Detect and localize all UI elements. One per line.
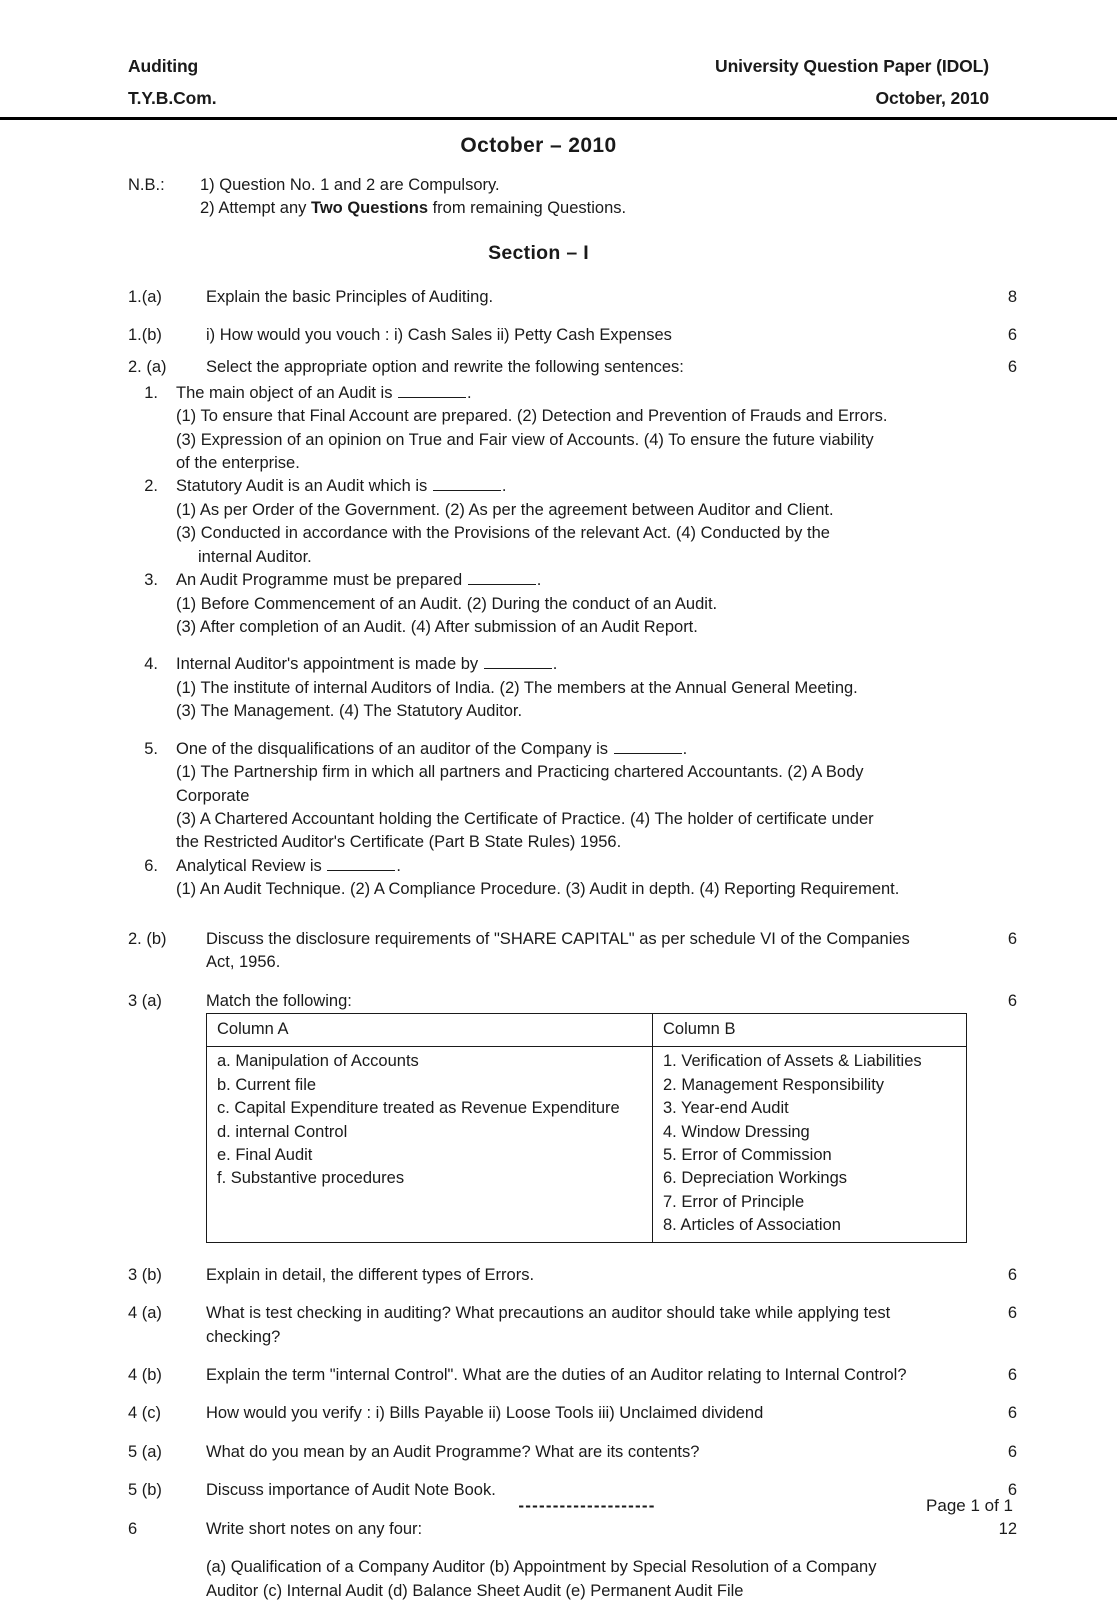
column-a-items: [217, 1050, 652, 1191]
mcq-option-line: (1) To ensure that Final Account are prepared. (2) Detection and Prevention of Frauds and Errors.: [176, 407, 888, 426]
question-3b-marks: 6: [1007, 1265, 1017, 1284]
mcq-stem-text: The main object of an Audit is: [176, 383, 398, 402]
mcq-item-stem: [176, 855, 1017, 878]
column-b-item: 8. Articles of Association: [663, 1216, 841, 1235]
mcq-item-number: 1.: [144, 383, 158, 402]
answer-blank: [327, 856, 395, 871]
mcq-item-body: [176, 569, 1017, 639]
mcq-option-line: (1) An Audit Technique. (2) A Compliance Procedure. (3) Audit in depth. (4) Reporting Requirement.: [176, 880, 900, 899]
footer-separator: --------------------: [518, 1496, 656, 1515]
mcq-stem-terminator: .: [467, 383, 472, 402]
question-2a-label: 2. (a): [128, 358, 167, 377]
question-1a: [128, 286, 1017, 309]
column-b-item: 6. Depreciation Workings: [663, 1169, 848, 1188]
question-1b-label: 1.(b): [128, 325, 162, 344]
page-number: Page 1 of 1: [926, 1496, 1013, 1515]
question-1a-label: 1.(a): [128, 287, 162, 306]
column-b-items: [663, 1050, 966, 1237]
spacer: [128, 1349, 1017, 1364]
column-a-item: e. Final Audit: [217, 1146, 313, 1165]
spacer: [128, 1387, 1017, 1402]
mcq-option-line: (3) Conducted in accordance with the Provisions of the relevant Act. (4) Conducted by the: [176, 524, 830, 543]
column-a-item: b. Current file: [217, 1075, 317, 1094]
question-5b-label: 5 (b): [128, 1481, 162, 1500]
note-bene-line-2: [200, 197, 1017, 220]
mcq-stem-text: One of the disqualifications of an auditor of the Company is: [176, 739, 613, 758]
column-b-item: 5. Error of Commission: [663, 1146, 832, 1165]
question-5b-marks: 6: [1007, 1481, 1017, 1500]
mcq-item: [128, 855, 1017, 902]
mcq-stem-terminator: .: [682, 739, 688, 758]
spacer: [128, 724, 1017, 738]
spacer: [128, 975, 1017, 990]
mcq-item-body: [176, 382, 1017, 476]
question-5a-marks: 6: [1007, 1442, 1017, 1461]
question-2a: [128, 356, 1017, 379]
question-3a-label: 3 (a): [128, 991, 162, 1010]
question-4c-marks: 6: [1007, 1404, 1017, 1423]
question-6-text: Write short notes on any four:: [206, 1519, 423, 1538]
question-6-notes: [128, 1556, 1017, 1603]
column-b-header: Column B: [653, 1013, 967, 1046]
question-6-notes-line-2: Auditor (c) Internal Audit (d) Balance Sheet Audit (e) Permanent Audit File: [206, 1581, 744, 1600]
header-divider: [0, 117, 1117, 120]
answer-blank: [484, 655, 552, 670]
mcq-item-body: [176, 653, 1017, 723]
mcq-options: [176, 499, 1017, 569]
question-2a-text: Select the appropriate option and rewrite the following sentences:: [206, 358, 684, 377]
question-3b-label: 3 (b): [128, 1265, 162, 1284]
spacer: [128, 639, 1017, 653]
spacer: [128, 902, 1017, 928]
mcq-stem-text: Analytical Review is: [176, 856, 327, 875]
question-6-label: 6: [128, 1519, 138, 1538]
question-4a-marks: 6: [1007, 1304, 1017, 1323]
question-4a: [128, 1302, 1017, 1349]
question-5b-text: Discuss importance of Audit Note Book.: [206, 1481, 496, 1500]
mcq-item-stem: [176, 569, 1017, 592]
mcq-item-number: 5.: [144, 739, 158, 758]
section-heading: Section – I: [488, 241, 589, 264]
question-2a-marks: 6: [1007, 358, 1017, 377]
question-6-marks: 12: [998, 1519, 1017, 1538]
spacer: [128, 1243, 1017, 1264]
column-b-item: 7. Error of Principle: [663, 1192, 805, 1211]
answer-blank: [614, 739, 682, 754]
column-a-item: f. Substantive procedures: [217, 1169, 405, 1188]
question-2b: [128, 928, 1017, 975]
mcq-option-line: the Restricted Auditor's Certificate (Part B State Rules) 1956.: [176, 833, 622, 852]
mcq-option-line: (1) The institute of internal Auditors of India. (2) The members at the Annual General Meeting.: [176, 678, 858, 697]
mcq-item-stem: [176, 475, 1017, 498]
note-bene-block: [128, 174, 1017, 220]
question-4b-marks: 6: [1007, 1365, 1017, 1384]
question-4c: [128, 1402, 1017, 1425]
question-2b-label: 2. (b): [128, 929, 167, 948]
mcq-option-line: Corporate: [176, 786, 250, 805]
question-1a-marks: 8: [1007, 287, 1017, 306]
header-course: T.Y.B.Com.: [128, 87, 217, 108]
spacer: [128, 1464, 1017, 1479]
mcq-stem-terminator: .: [501, 477, 507, 496]
note-bene-label: N.B.:: [128, 176, 165, 194]
column-b-item: 3. Year-end Audit: [663, 1099, 789, 1118]
spacer: [128, 347, 1017, 356]
mcq-item-stem: [176, 382, 1017, 405]
mcq-item: [128, 382, 1017, 476]
answer-blank: [433, 477, 501, 492]
answer-blank: [468, 571, 536, 586]
mcq-stem-terminator: .: [552, 655, 558, 674]
mcq-options: [176, 405, 1017, 475]
question-5a-label: 5 (a): [128, 1442, 162, 1461]
header-paper-type: University Question Paper (IDOL): [715, 56, 989, 76]
question-5a-text: What do you mean by an Audit Programme? What are its contents?: [206, 1442, 700, 1461]
mcq-option-line: (1) The Partnership firm in which all partners and Practicing chartered Accountants. (2) A Body: [176, 763, 864, 782]
header-exam-date: October, 2010: [875, 87, 989, 108]
mcq-stem-text: Internal Auditor's appointment is made by: [176, 655, 483, 674]
page-footer: [128, 1496, 1017, 1516]
page-title: October – 2010: [460, 134, 617, 157]
spacer: [128, 1013, 206, 1243]
mcq-stem-terminator: .: [536, 571, 542, 590]
question-4b: [128, 1364, 1017, 1387]
question-2b-marks: 6: [1007, 929, 1017, 948]
spacer: [128, 309, 1017, 324]
question-4b-text: Explain the term "internal Control". What are the duties of an Auditor relating to Internal Control?: [206, 1365, 907, 1384]
mcq-options: [176, 593, 1017, 640]
running-header-row-1: [128, 58, 989, 76]
column-a-item: d. internal Control: [217, 1122, 348, 1141]
header-subject: Auditing: [128, 56, 199, 76]
spacer: [128, 1541, 1017, 1556]
question-3a-text: Match the following:: [206, 991, 352, 1010]
question-3b-text: Explain in detail, the different types of Errors.: [206, 1265, 535, 1284]
question-4b-label: 4 (b): [128, 1365, 162, 1384]
note-bene-lines: [200, 174, 1017, 220]
mcq-options: [176, 878, 1017, 901]
document-body: [0, 128, 1117, 1603]
column-a-cell: [207, 1047, 653, 1242]
question-4c-label: 4 (c): [128, 1404, 161, 1423]
answer-blank: [398, 383, 466, 398]
column-b-item: 1. Verification of Assets & Liabilities: [663, 1052, 922, 1071]
mcq-options: [176, 677, 1017, 724]
running-header: [0, 58, 1117, 107]
question-3a: [128, 990, 1017, 1013]
mcq-options: [176, 761, 1017, 855]
question-1a-text: Explain the basic Principles of Auditing.: [206, 287, 494, 306]
table-header-row: [207, 1013, 967, 1046]
note-bene-line-2-pre: 2) Attempt any: [200, 198, 311, 217]
spacer: [128, 265, 1017, 286]
mcq-list: [128, 382, 1017, 902]
mcq-option-line: (3) The Management. (4) The Statutory Auditor.: [176, 702, 523, 721]
mcq-item-body: [176, 475, 1017, 569]
question-2b-text: Discuss the disclosure requirements of "SHARE CAPITAL" as per schedule VI of the Companies Act, 1956.: [206, 929, 910, 972]
mcq-item-number: 3.: [144, 571, 158, 590]
question-5a: [128, 1441, 1017, 1464]
mcq-option-line: (3) A Chartered Accountant holding the Certificate of Practice. (4) The holder of certificate under: [176, 809, 874, 828]
mcq-stem-text: An Audit Programme must be prepared: [176, 571, 467, 590]
question-1b-marks: 6: [1007, 325, 1017, 344]
mcq-option-line: (3) After completion of an Audit. (4) After submission of an Audit Report.: [176, 618, 698, 637]
question-1b: [128, 324, 1017, 347]
question-4c-text: How would you verify : i) Bills Payable ii) Loose Tools iii) Unclaimed dividend: [206, 1404, 764, 1423]
column-a-item: a. Manipulation of Accounts: [217, 1052, 419, 1071]
table-row: [207, 1047, 967, 1242]
question-6-notes-body: [206, 1556, 955, 1603]
column-b-cell: [653, 1047, 967, 1242]
mcq-option-line: internal Auditor.: [198, 547, 312, 566]
mcq-option-line: (3) Expression of an opinion on True and Fair view of Accounts. (4) To ensure the future viability: [176, 430, 874, 449]
running-header-row-2: [128, 87, 989, 108]
mcq-item-number: 4.: [144, 655, 158, 674]
mcq-stem-terminator: .: [396, 856, 401, 875]
mcq-option-line: (1) As per Order of the Government. (2) As per the agreement between Auditor and Client.: [176, 500, 834, 519]
column-b-item: 4. Window Dressing: [663, 1122, 810, 1141]
mcq-item: [128, 569, 1017, 639]
column-a-item: c. Capital Expenditure treated as Revenue Expenditure: [217, 1099, 620, 1118]
mcq-item-stem: [176, 738, 1017, 761]
match-table-wrapper: [128, 1013, 1017, 1243]
question-4a-text: What is test checking in auditing? What precautions an auditor should take while applying test checking?: [206, 1304, 891, 1346]
mcq-stem-text: Statutory Audit is an Audit which is: [176, 477, 432, 496]
question-3a-marks: 6: [1007, 991, 1017, 1010]
question-1b-text: i) How would you vouch : i) Cash Sales ii) Petty Cash Expenses: [206, 325, 672, 344]
note-bene-line-2-post: from remaining Questions.: [428, 198, 627, 217]
mcq-item-body: [176, 855, 1017, 902]
mcq-item: [128, 738, 1017, 855]
note-bene-line-2-emphasis: Two Questions: [310, 198, 429, 217]
note-bene-line-1: 1) Question No. 1 and 2 are Compulsory.: [200, 176, 500, 194]
column-a-header: Column A: [207, 1013, 653, 1046]
mcq-option-line: (1) Before Commencement of an Audit. (2) During the conduct of an Audit.: [176, 594, 718, 613]
question-4a-label: 4 (a): [128, 1304, 162, 1323]
column-b-item: 2. Management Responsibility: [663, 1075, 885, 1094]
mcq-item-body: [176, 738, 1017, 855]
mcq-option-line: of the enterprise.: [176, 454, 300, 473]
question-3b: [128, 1264, 1017, 1287]
question-6-notes-line-1: (a) Qualification of a Company Auditor (b) Appointment by Special Resolution of a Company: [206, 1558, 877, 1577]
mcq-item: [128, 653, 1017, 723]
mcq-item-number: 6.: [144, 856, 158, 875]
match-the-following-table: [206, 1013, 967, 1243]
mcq-item: [128, 475, 1017, 569]
spacer: [128, 1426, 1017, 1441]
mcq-item-stem: [176, 653, 1017, 676]
mcq-item-number: 2.: [144, 477, 158, 496]
spacer: [128, 1287, 1017, 1302]
question-6: [128, 1518, 1017, 1541]
